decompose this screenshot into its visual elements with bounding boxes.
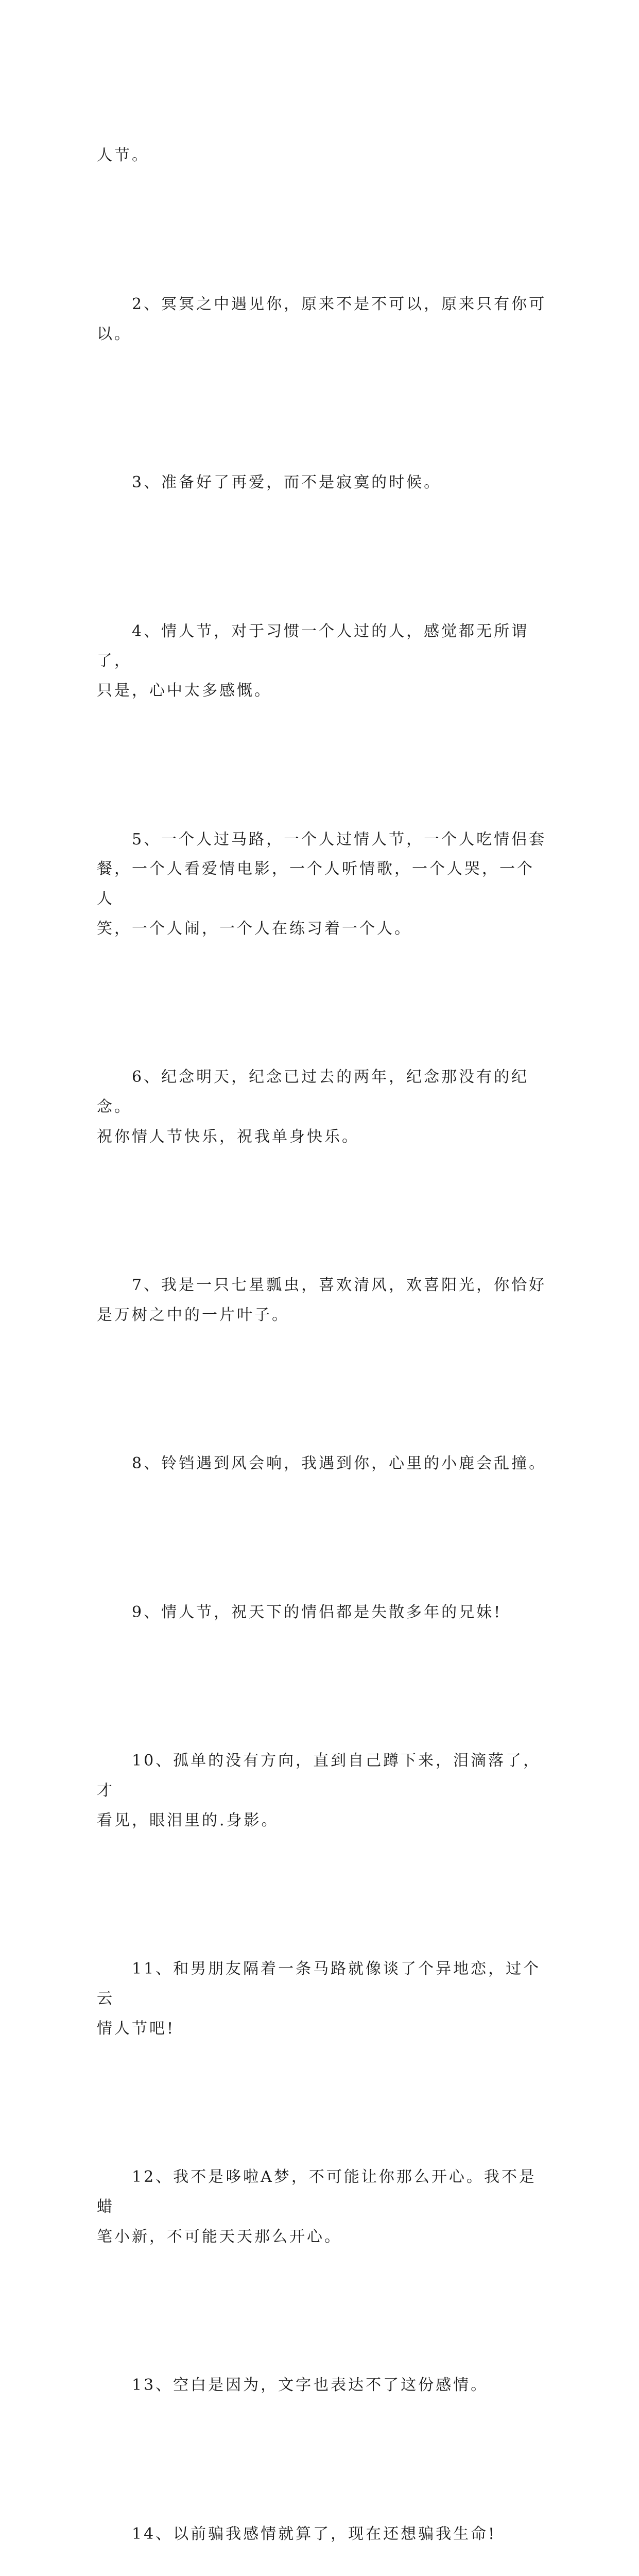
- text-line: 5、一个人过马路，一个人过情人节，一个人吃情侣套: [132, 830, 547, 849]
- text-line: 4、情人节，对于习惯一个人过的人，感觉都无所谓了，: [97, 622, 529, 670]
- text-line: 情人节吧!: [97, 2019, 176, 2038]
- text-line: 是万树之中的一片叶子。: [97, 1306, 289, 1324]
- paragraph-11: [97, 1895, 550, 2103]
- paragraph-10: [97, 1687, 550, 1895]
- paragraph-12: [97, 2103, 550, 2311]
- text-line: 笑，一个人闹，一个人在练习着一个人。: [97, 919, 412, 938]
- paragraph-13: [97, 2311, 550, 2460]
- text-line: 11、和男朋友隔着一条马路就像谈了个异地恋，过个云: [97, 1960, 541, 2008]
- paragraph-2: [97, 230, 550, 409]
- text-line: 6、纪念明天，纪念已过去的两年，纪念那没有的纪念。: [97, 1068, 529, 1116]
- text-line: 祝你情人节快乐，祝我单身快乐。: [97, 1127, 359, 1146]
- paragraph-7: [97, 1211, 550, 1389]
- paragraph-6: [97, 1003, 550, 1211]
- paragraph-9: [97, 1538, 550, 1687]
- text-line: 看见，眼泪里的.身影。: [97, 1811, 279, 1829]
- text-line: 12、我不是哆啦A梦，不可能让你那么开心。我不是蜡: [97, 2168, 537, 2216]
- text-line: 13、空白是因为，文字也表达不了这份感情。: [132, 2376, 489, 2395]
- text-line: 3、准备好了再爱，而不是寂寞的时候。: [132, 473, 442, 492]
- text-line: 餐，一个人看爱情电影，一个人听情歌，一个人哭，一个人: [97, 860, 534, 908]
- text-line: 以。: [97, 325, 132, 343]
- text-line: 笔小新，不可能天天那么开心。: [97, 2227, 342, 2246]
- paragraph-5: [97, 765, 550, 1003]
- text-line: 只是，心中太多感慨。: [97, 682, 272, 700]
- paragraph-8: [97, 1389, 550, 1538]
- text-line: 10、孤单的没有方向，直到自己蹲下来，泪滴落了，才: [97, 1752, 541, 1800]
- text-line: 14、以前骗我感情就算了，现在还想骗我生命!: [132, 2524, 497, 2543]
- paragraph-continued: [97, 81, 550, 230]
- paragraph-14: [97, 2460, 550, 2576]
- document-body: [97, 81, 550, 2576]
- paragraph-3: [97, 409, 550, 557]
- text-line: 人节。: [97, 146, 149, 165]
- text-line: 2、冥冥之中遇见你，原来不是不可以，原来只有你可: [132, 295, 547, 313]
- text-line: 9、情人节，祝天下的情侣都是失散多年的兄妹!: [132, 1603, 503, 1621]
- text-line: 8、铃铛遇到风会响，我遇到你，心里的小鹿会乱撞。: [132, 1454, 547, 1473]
- paragraph-4: [97, 557, 550, 765]
- text-line: 7、我是一只七星瓢虫，喜欢清风，欢喜阳光，你恰好: [132, 1276, 547, 1295]
